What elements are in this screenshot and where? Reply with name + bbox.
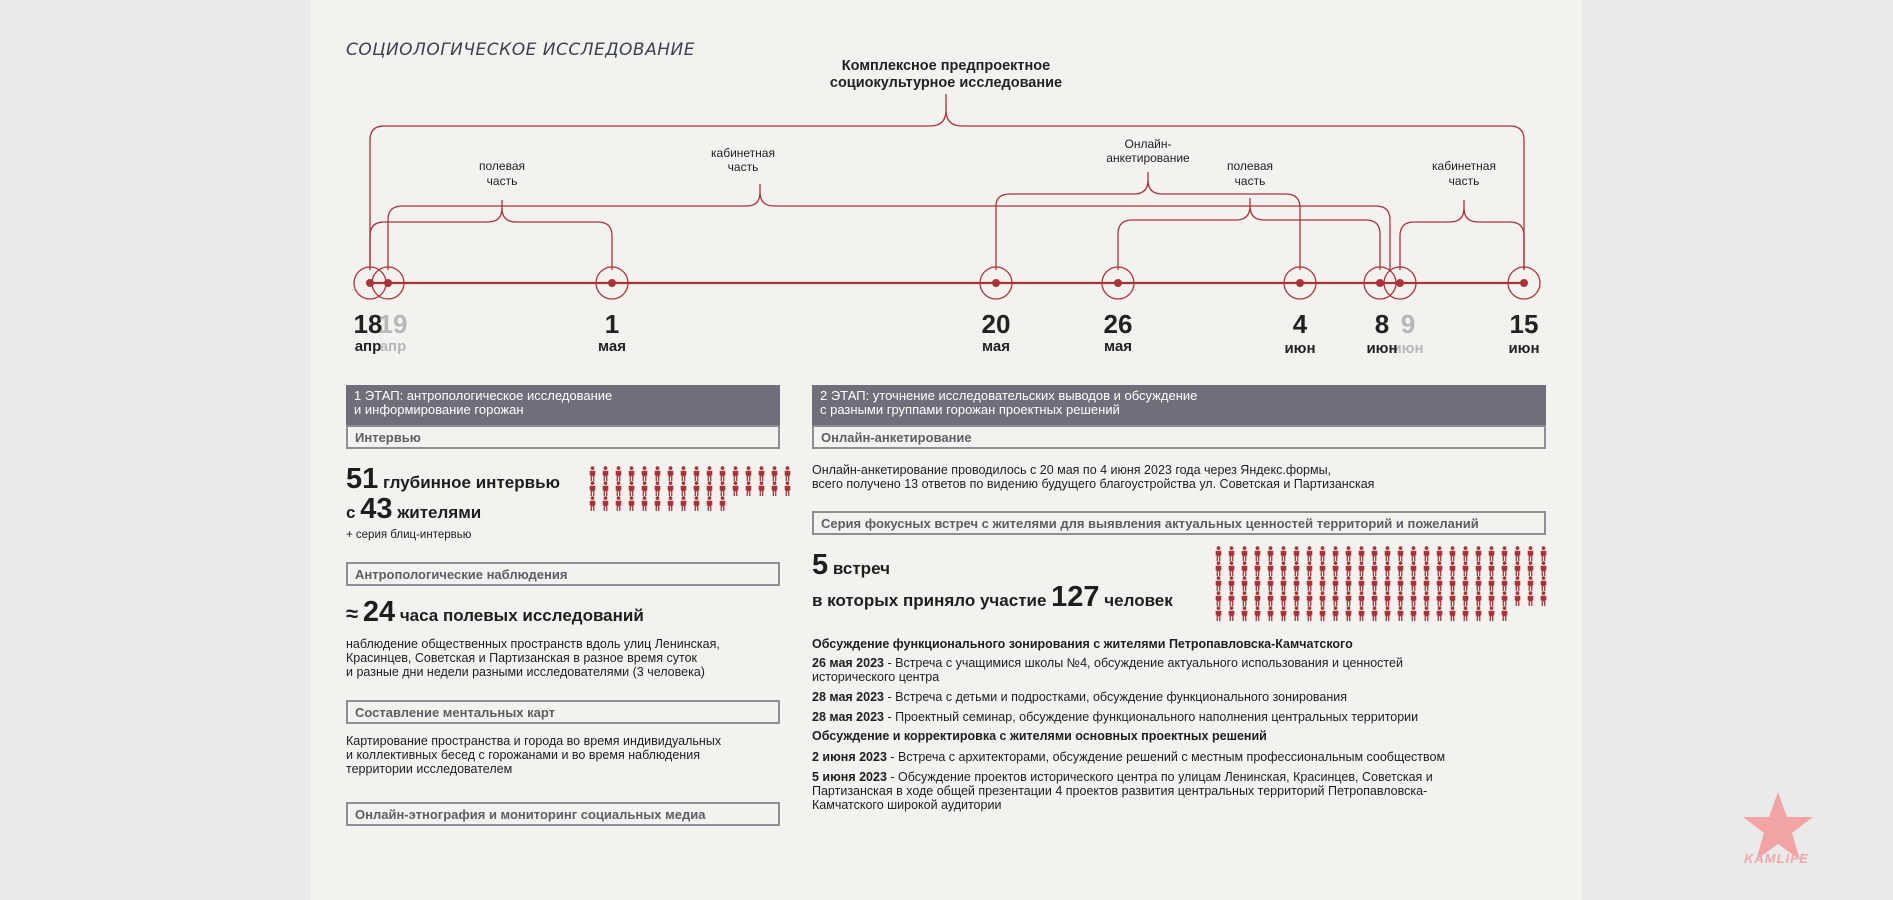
date-day-20: 20 [981,309,1011,339]
label-field-2b: часть [1234,174,1266,188]
label-desk-2b: часть [1448,174,1480,188]
participants-line: в которых приняло участие 127 человек [812,581,1173,613]
person-icon [755,466,768,481]
person-icon [638,481,651,496]
person-icon [1329,606,1342,621]
subhead-corrections: Обсуждение и корректировка с жителями основных проектных решений [812,729,1267,743]
person-icon [768,481,781,496]
person-icon [1316,561,1329,576]
person-icon [1394,591,1407,606]
person-icon [1459,546,1472,561]
person-icon [1407,561,1420,576]
meetings-count-line: 5 встреч [812,549,890,581]
person-icon [1290,606,1303,621]
top-label-line1: Комплексное предпроектное [841,58,1051,74]
person-icon [1355,546,1368,561]
bracket-overall [370,94,1524,270]
person-icon [1316,606,1329,621]
label-desk-1a: кабинетная [711,146,775,160]
ethnography-label: Онлайн-этнография и мониторинг социальных медиа [346,802,780,826]
top-label-line2: социокультурное исследование [829,75,1063,91]
residents-count: 43 [360,493,393,525]
person-icon [1368,546,1381,561]
event-26-may: 26 мая 2023 - Встреча с учащимися школы №4, обсуждение актуального использования и ценностей исторического центра [812,656,1403,684]
participants-count: 127 [1051,581,1100,613]
person-icon [1316,576,1329,591]
person-icon [1290,591,1303,606]
person-icon [1472,546,1485,561]
person-icon [1459,576,1472,591]
person-icon [1420,576,1433,591]
person-icon [1446,606,1459,621]
person-icon [1329,546,1342,561]
person-icon [664,481,677,496]
person-icon [1264,606,1277,621]
observation-text: наблюдение общественных пространств вдоль улиц Ленинская, Красинцев, Советская и Партизанская в разное время суток и разные дни недели разными исследователями (3 человека) [346,637,720,679]
person-icon [651,496,664,511]
person-icon [1212,591,1225,606]
person-icon [677,481,690,496]
person-icon [1459,561,1472,576]
person-icon [1407,606,1420,621]
person-icon [651,466,664,481]
person-icon [1524,591,1537,606]
event-2-june: 2 июня 2023 - Встреча с архитекторами, обсуждение решений с местным профессиональным сообществом [812,750,1446,764]
person-icon [1303,546,1316,561]
person-icon [1238,576,1251,591]
person-icon [1524,576,1537,591]
person-icon [1277,546,1290,561]
person-icon [1355,576,1368,591]
person-icon [664,466,677,481]
page-title: СОЦИОЛОГИЧЕСКОЕ ИССЛЕДОВАНИЕ [346,40,695,60]
person-icon [1446,546,1459,561]
person-icon [1537,561,1550,576]
person-icon [1225,606,1238,621]
person-icon [768,466,781,481]
stage1-header-line1: 1 ЭТАП: антропологическое исследование [354,388,613,403]
person-icon [1394,606,1407,621]
person-icon [1511,591,1524,606]
person-icon [677,466,690,481]
person-icon [1368,591,1381,606]
person-icon [716,496,729,511]
date-day-4: 4 [1292,309,1308,339]
person-icon [1238,591,1251,606]
person-icon [1368,561,1381,576]
bracket-desk-2 [1400,200,1524,270]
people-grid-participants [1212,546,1550,621]
person-icon [1433,546,1446,561]
person-icon [1420,546,1433,561]
person-icon [625,466,638,481]
person-icon [1355,591,1368,606]
person-icon [690,466,703,481]
person-icon [1381,561,1394,576]
person-icon [1485,546,1498,561]
person-icon [1355,561,1368,576]
person-icon [1225,546,1238,561]
person-icon [1225,591,1238,606]
person-icon [742,466,755,481]
label-field-1b: часть [486,174,518,188]
person-icon [703,466,716,481]
date-month-4: июн [1284,340,1316,357]
person-icon [1498,606,1511,621]
person-icon [612,481,625,496]
bracket-desk-1 [388,184,1390,270]
interview-count-text: глубинное интервью [383,473,561,492]
person-icon [664,496,677,511]
person-icon [677,496,690,511]
timeline-diagram [0,0,1893,360]
person-icon [1355,606,1368,621]
person-icon [1537,546,1550,561]
person-icon [1303,591,1316,606]
person-icon [1511,546,1524,561]
person-icon [1498,546,1511,561]
person-icon [755,481,768,496]
person-icon [1537,591,1550,606]
person-icon [1420,591,1433,606]
date-day-15: 15 [1509,309,1539,339]
person-icon [1394,576,1407,591]
person-icon [1277,591,1290,606]
person-icon [1264,546,1277,561]
person-icon [1381,576,1394,591]
person-icon [1316,591,1329,606]
date-month-8: июн [1366,340,1398,357]
person-icon [1420,561,1433,576]
people-grid-residents [586,466,796,511]
date-day-8: 8 [1374,309,1390,339]
person-icon [1485,591,1498,606]
person-icon [625,496,638,511]
person-icon [1485,576,1498,591]
stage1-header [346,385,780,425]
person-icon [599,466,612,481]
person-icon [1485,606,1498,621]
person-icon [1251,576,1264,591]
person-icon [586,496,599,511]
person-icon [1290,546,1303,561]
person-icon [1290,576,1303,591]
stage1-header-line2: и информирование горожан [354,402,524,417]
event-28-may-2: 28 мая 2023 - Проектный семинар, обсуждение функционального наполнения центральных территории [812,710,1419,724]
person-icon [716,481,729,496]
meetings-count: 5 [812,549,829,581]
person-icon [1433,606,1446,621]
person-icon [716,466,729,481]
person-icon [1212,546,1225,561]
person-icon [1238,546,1251,561]
person-icon [1277,576,1290,591]
date-day-19: 19 [378,309,408,339]
date-month-18: апр [354,338,382,355]
survey-label: Онлайн-анкетирование [812,425,1546,449]
stage2-header-line1: 2 ЭТАП: уточнение исследовательских выводов и обсуждение [820,388,1198,403]
person-icon [781,466,794,481]
person-icon [1407,591,1420,606]
person-icon [1238,606,1251,621]
event-5-june: 5 июня 2023 - Обсуждение проектов исторического центра по улицам Ленинская, Красинцев, Советская и Партизанская в ходе общей презентации 4 проектов развития центральных территорий Петропавловска- Камчатского широкой аудитории [812,770,1433,812]
residents-count-line: с 43 жителями [346,493,482,525]
person-icon [1446,591,1459,606]
person-icon [1420,606,1433,621]
person-icon [1342,576,1355,591]
person-icon [1264,576,1277,591]
person-icon [1212,576,1225,591]
person-icon [1407,576,1420,591]
person-icon [599,481,612,496]
person-icon [1459,591,1472,606]
person-icon [1407,546,1420,561]
person-icon [1329,591,1342,606]
person-icon [1342,561,1355,576]
bracket-field-1 [370,200,612,270]
person-icon [1290,561,1303,576]
stage2-header-line2: с разными группами горожан проектных решений [820,402,1120,417]
date-month-1: мая [598,338,626,355]
person-icon [1537,576,1550,591]
person-icon [1251,606,1264,621]
label-desk-1b: часть [727,160,759,174]
person-icon [1303,576,1316,591]
event-28-may-1: 28 мая 2023 - Встреча с детьми и подростками, обсуждение функционального зонирования [812,690,1348,704]
hours-line: ≈ 24 часа полевых исследований [346,596,644,628]
person-icon [625,481,638,496]
person-icon [1472,576,1485,591]
subhead-zoning: Обсуждение функционального зонирования с жителями Петропавловска-Камчатского [812,637,1353,651]
person-icon [1498,591,1511,606]
date-month-15: июн [1508,340,1540,357]
person-icon [1433,561,1446,576]
hours-count: 24 [362,596,396,628]
person-icon [1511,561,1524,576]
observation-label: Антропологические наблюдения [346,562,780,586]
label-field-2a: полевая [1227,159,1273,173]
person-icon [1303,606,1316,621]
stage2-header [812,385,1546,425]
person-icon [1251,561,1264,576]
person-icon [1498,561,1511,576]
person-icon [599,496,612,511]
person-icon [1251,591,1264,606]
label-desk-2a: кабинетная [1432,159,1496,173]
person-icon [1485,561,1498,576]
person-icon [1238,561,1251,576]
person-icon [1472,591,1485,606]
kamlife-logo-text: KAMLIFE [1744,851,1809,866]
person-icon [1342,546,1355,561]
person-icon [1277,561,1290,576]
person-icon [1368,606,1381,621]
person-icon [1225,561,1238,576]
person-icon [1394,546,1407,561]
person-icon [1264,591,1277,606]
date-day-1: 1 [604,309,620,339]
person-icon [690,496,703,511]
person-icon [1446,576,1459,591]
maps-text: Картирование пространства и города во время индивидуальных и коллективных бесед с горожанами и во время наблюдения территории исследователем [346,734,722,776]
date-month-19: апр [379,338,407,355]
label-field-1a: полевая [479,159,525,173]
bracket-field-2 [1118,198,1380,270]
person-icon [1303,561,1316,576]
date-month-20: мая [982,338,1010,355]
person-icon [1524,546,1537,561]
date-month-9: июн [1392,340,1424,357]
person-icon [1212,561,1225,576]
person-icon [1277,606,1290,621]
person-icon [1316,546,1329,561]
person-icon [742,481,755,496]
person-icon [1524,561,1537,576]
person-icon [1394,561,1407,576]
person-icon [612,466,625,481]
person-icon [1329,561,1342,576]
person-icon [1433,576,1446,591]
person-icon [1498,576,1511,591]
person-icon [1212,606,1225,621]
person-icon [703,496,716,511]
person-icon [1368,576,1381,591]
person-icon [1381,591,1394,606]
person-icon [651,481,664,496]
person-icon [1381,546,1394,561]
date-day-18: 18 [353,309,383,339]
person-icon [1472,561,1485,576]
person-icon [612,496,625,511]
person-icon [703,481,716,496]
person-icon [638,496,651,511]
person-icon [781,481,794,496]
interview-count: 51 [346,463,379,495]
person-icon [1511,576,1524,591]
person-icon [729,481,742,496]
person-icon [1381,606,1394,621]
person-icon [1342,591,1355,606]
person-icon [586,481,599,496]
person-icon [1472,606,1485,621]
person-icon [1446,561,1459,576]
person-icon [1459,606,1472,621]
interview-count-line [346,463,560,496]
person-icon [690,481,703,496]
person-icon [1251,546,1264,561]
person-icon [1329,576,1342,591]
person-icon [586,466,599,481]
person-icon [1342,606,1355,621]
survey-text: Онлайн-анкетирование проводилось с 20 мая по 4 июня 2023 года через Яндекс.формы, всего получено 13 ответов по видению будущего благоустройства ул. Советская и Партизанская [812,463,1375,491]
date-day-9: 9 [1400,309,1416,339]
person-icon [1433,591,1446,606]
person-icon [638,466,651,481]
interview-label: Интервью [346,425,780,449]
date-day-26: 26 [1103,309,1133,339]
interview-note: + серия блиц-интервью [346,529,472,541]
maps-label: Составление ментальных карт [346,700,780,724]
label-online-b: анкетирование [1106,151,1190,165]
label-online-a: Онлайн- [1124,137,1172,151]
person-icon [1225,576,1238,591]
date-month-26: мая [1104,338,1132,355]
person-icon [1264,561,1277,576]
person-icon [729,466,742,481]
focus-meetings-label: Серия фокусных встреч с жителями для выявления актуальных ценностей территорий и пожеланий [812,511,1546,535]
